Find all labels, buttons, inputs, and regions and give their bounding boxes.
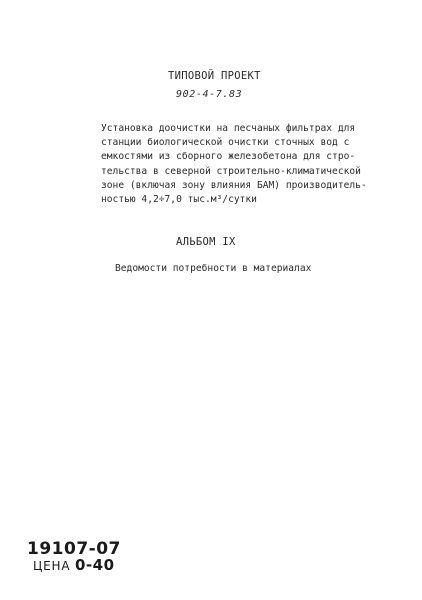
description-line: ностью 4,2÷7,0 тыс.м³/сутки [101,193,257,205]
album-subject: Ведомости потребности в материалах [115,263,312,274]
description-line: станции биологической очистки сточных вод с [101,137,350,149]
stamp-price [33,558,121,573]
stamp-number: 19107-07 [27,539,121,559]
project-description [101,122,401,207]
description-line: зоне (включая зону влияния БАМ) производитель- [101,179,367,191]
description-line: емкостями из сборного железобетона для стро- [101,151,356,163]
project-type-title: ТИПОВОЙ ПРОЕКТ [168,70,261,82]
stamp-price-label: ЦЕНА [33,559,71,573]
stamp-price-value: 0-40 [74,556,115,574]
project-code: 902-4-7.83 [176,89,243,100]
description-line: тельства в северной строительно-климатической [101,165,361,177]
price-stamp [27,540,121,573]
description-line: Установка доочистки на песчаных фильтрах для [101,123,356,134]
album-number: АЛЬБОМ IX [176,236,236,248]
